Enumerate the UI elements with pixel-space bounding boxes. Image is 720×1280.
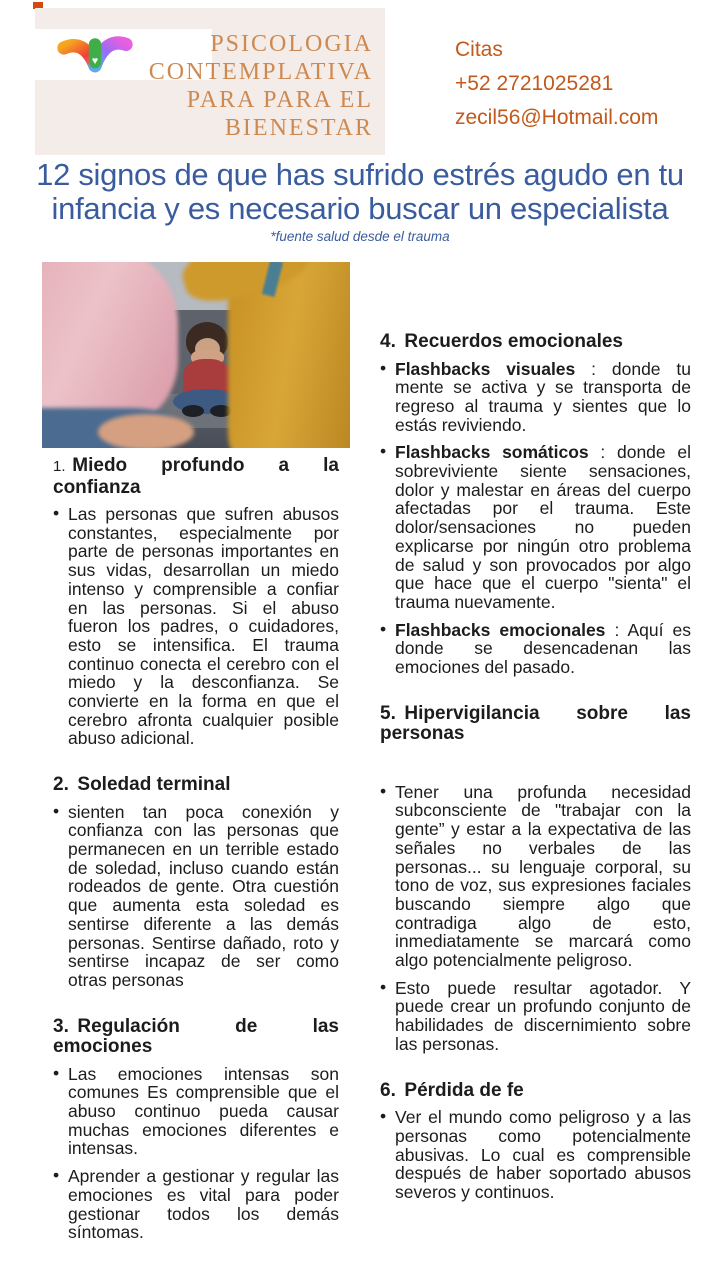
bullet-item: • Tener una profunda necesidad subconsciente de "trabajar con la gente” y estar a la expectativa de las señales no verbales de las personas... su lenguaje corporal, su tono de voz, sus expresiones faciales buscando siempre algo que contradiga algo de esto, inmediatamente se marcará como algo potencialmente peligroso. bbox=[395, 783, 691, 970]
bullet-list bbox=[53, 505, 339, 748]
bullet-item: • Flashbacks visuales : donde tu mente se activa y se transporta de regreso al trauma y sientes que lo estás reviviendo. bbox=[395, 360, 691, 435]
svg-text:♥: ♥ bbox=[91, 54, 99, 67]
photo-adult-pink-shirt bbox=[42, 262, 178, 428]
bullet-item: • Ver el mundo como peligroso y a las personas como potencialmente abusivas. Lo cual es comprensible después de haber soportado abusos severos y continuos. bbox=[395, 1108, 691, 1202]
bullet-item: • Esto puede resultar agotador. Y puede crear un profundo conjunto de habilidades de discernimiento sobre las personas. bbox=[395, 979, 691, 1054]
contact-label: Citas bbox=[455, 38, 503, 61]
header-brand-block bbox=[35, 8, 385, 155]
brand-line: PARA PARA EL bbox=[186, 87, 373, 113]
section-title: Pérdida de fe bbox=[404, 1079, 524, 1101]
bullet-item: • sienten tan poca conexión y confianza con las personas que permanecen en un terrible estado de soledad, incluso cuando están rodeados de gente. Otra cuestión que aumenta esta soledad es sentirse diferente a las demás personas. Sentirse dañado, roto y sentirse incapaz de ser como otras personas bbox=[68, 803, 339, 990]
bullet-list bbox=[380, 360, 691, 677]
bullet-item: • Las emociones intensas son comunes Es comprensible que el abuso continuo pueda causar muchas emociones diferentes e intensas. bbox=[68, 1065, 339, 1159]
section-3-regulacion-emociones bbox=[53, 1017, 339, 1242]
section-heading bbox=[380, 1081, 691, 1102]
section-title: Soledad terminal bbox=[77, 774, 231, 796]
section-6-perdida-de-fe bbox=[380, 1081, 691, 1202]
bullet-list bbox=[380, 783, 691, 1054]
title-line: infancia y es necesario buscar un especialista bbox=[51, 191, 669, 226]
photo-adult-arm bbox=[98, 414, 194, 448]
section-title: Regulación de las emociones bbox=[53, 1015, 339, 1058]
contact-email: zecil56@Hotmail.com bbox=[455, 106, 659, 129]
source-note: *fuente salud desde el trauma bbox=[270, 229, 450, 244]
section-heading bbox=[380, 704, 691, 745]
section-number: 5. bbox=[380, 702, 396, 724]
contact-phone: +52 2721025281 bbox=[455, 72, 614, 95]
bullet-list bbox=[53, 803, 339, 990]
section-number: 1. bbox=[53, 458, 66, 475]
photo-parents-arguing-child-covering-ears bbox=[42, 262, 350, 448]
section-2-soledad-terminal bbox=[53, 775, 339, 990]
section-1-miedo-profundo bbox=[53, 456, 339, 748]
section-heading bbox=[53, 1017, 339, 1058]
left-column bbox=[53, 456, 339, 1242]
bullet-list bbox=[53, 1065, 339, 1242]
section-title: Miedo profundo a la confianza bbox=[53, 455, 339, 498]
contact-info bbox=[455, 33, 658, 135]
bullet-item: • Flashbacks somáticos : donde el sobreviviente siente sensaciones, dolor y malestar en áreas del cuerpo afectadas por el trauma. Este dolor/sensaciones no pueden explicarse por ningún otro problema de salud y son provocados por algo que hace que el cuerpo "sienta" el trauma nuevamente. bbox=[395, 443, 691, 611]
rainbow-figure-logo-icon bbox=[45, 32, 145, 94]
section-number: 2. bbox=[53, 774, 69, 796]
right-column bbox=[380, 332, 691, 1202]
title-line: 12 signos de que has sufrido estrés agudo en tu bbox=[36, 157, 684, 192]
brand-line: PSICOLOGIA bbox=[210, 31, 373, 57]
section-number: 4. bbox=[380, 331, 396, 352]
section-number: 6. bbox=[380, 1079, 396, 1101]
brand-name bbox=[149, 30, 373, 142]
section-5-hipervigilancia bbox=[380, 704, 691, 1054]
section-title: Recuerdos emocionales bbox=[404, 331, 623, 352]
photo-child-shoe bbox=[182, 405, 204, 417]
section-title: Hipervigilancia sobre las personas bbox=[380, 702, 691, 745]
bullet-item: • Las personas que sufren abusos constantes, especialmente por parte de personas importantes en sus vidas, desarrollan un miedo intenso y comprensible a confiar en las personas. Si el abuso fueron los padres, o cuidadores, esto se intensifica. El trauma continuo conecta el cerebro con el miedo y la desconfianza. Se convierte en la forma en que el cerebro afronta cualquier posible abuso adicional. bbox=[68, 505, 339, 748]
page-title bbox=[20, 158, 700, 226]
bullet-item: • Flashbacks emocionales : Aquí es donde se desencadenan las emociones del pasado. bbox=[395, 621, 691, 677]
section-4-recuerdos-emocionales bbox=[380, 332, 691, 677]
section-heading bbox=[380, 332, 691, 353]
section-heading bbox=[53, 456, 339, 498]
section-number: 3. bbox=[53, 1015, 69, 1037]
bullet-item: • Aprender a gestionar y regular las emociones es vital para poder gestionar todos los demás síntomas. bbox=[68, 1167, 339, 1242]
brand-line: CONTEMPLATIVA bbox=[148, 59, 373, 85]
brand-line: BIENESTAR bbox=[224, 115, 373, 141]
bullet-list bbox=[380, 1108, 691, 1202]
section-heading bbox=[53, 775, 339, 796]
